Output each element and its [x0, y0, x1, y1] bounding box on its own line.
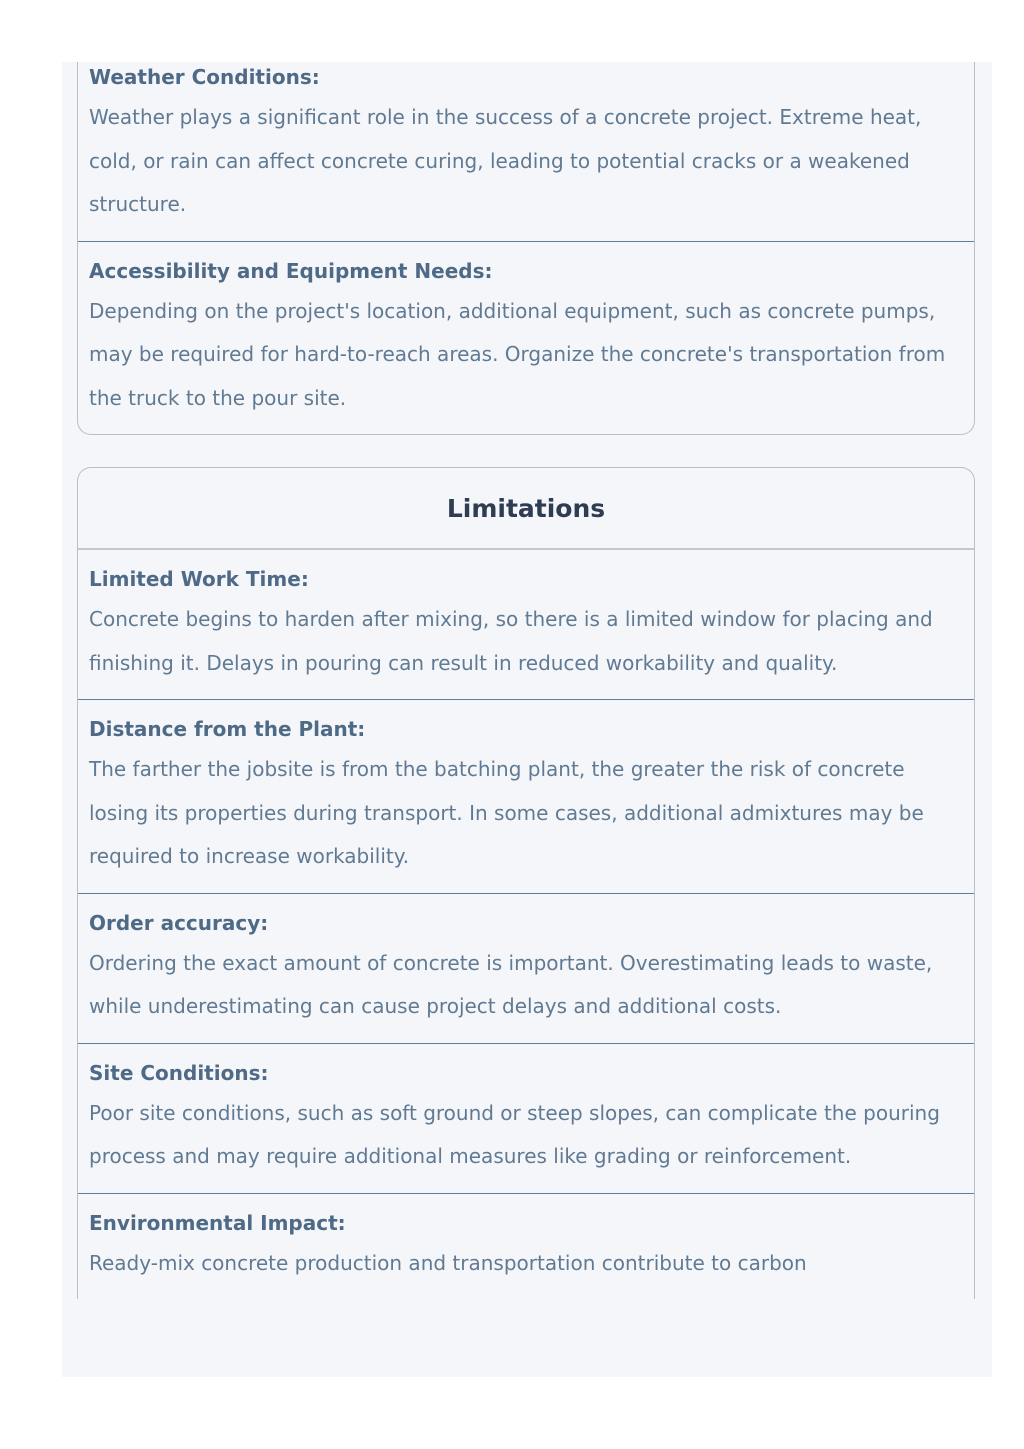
- list-item-accessibility-equipment: [78, 241, 974, 435]
- limitations-list: [78, 550, 974, 1299]
- limitations-card: [77, 467, 975, 1299]
- item-text: Concrete begins to harden after mixing, so there is a limited window for placing and finishing it. Delays in pouring can result in reduced workability and quality.: [89, 607, 933, 675]
- considerations-list: [78, 62, 974, 434]
- list-item-order-accuracy: [78, 893, 974, 1043]
- item-text: Ordering the exact amount of concrete is important. Overestimating leads to waste, while underestimating can cause project delays and additional costs.: [89, 950, 933, 1018]
- limitations-heading: Limitations: [78, 468, 974, 550]
- list-item-site-conditions: [78, 1043, 974, 1193]
- item-text: Poor site conditions, such as soft ground or steep slopes, can complicate the pouring process and may require additional measures like grading or reinforcement.: [89, 1100, 940, 1168]
- item-text: Ready-mix concrete production and transportation contribute to carbon: [89, 1250, 807, 1275]
- item-title: Weather Conditions:: [89, 65, 320, 89]
- list-item-environmental-impact: [78, 1193, 974, 1300]
- item-text: Depending on the project's location, additional equipment, such as concrete pumps, may be required for hard-to-reach areas. Organize the concrete's transportation from the truck to the pour site.: [89, 298, 946, 410]
- item-title: Limited Work Time:: [89, 567, 309, 591]
- item-text: Weather plays a significant role in the success of a concrete project. Extreme heat, cold, or rain can affect concrete curing, leading to potential cracks or a weakened structure.: [89, 105, 922, 216]
- list-item-distance-from-plant: [78, 699, 974, 893]
- item-title: Site Conditions:: [89, 1060, 269, 1085]
- list-item-limited-work-time: [78, 550, 974, 699]
- item-text: The farther the jobsite is from the batching plant, the greater the risk of concrete losing its properties during transport. In some cases, additional admixtures may be required to increase workability.: [89, 757, 924, 868]
- list-item-weather-conditions: [78, 62, 974, 241]
- item-title: Environmental Impact:: [89, 1210, 346, 1235]
- item-title: Accessibility and Equipment Needs:: [89, 258, 493, 283]
- considerations-card: [77, 62, 975, 435]
- item-title: Distance from the Plant:: [89, 717, 366, 741]
- item-title: Order accuracy:: [89, 910, 269, 935]
- content-panel: [62, 62, 992, 1377]
